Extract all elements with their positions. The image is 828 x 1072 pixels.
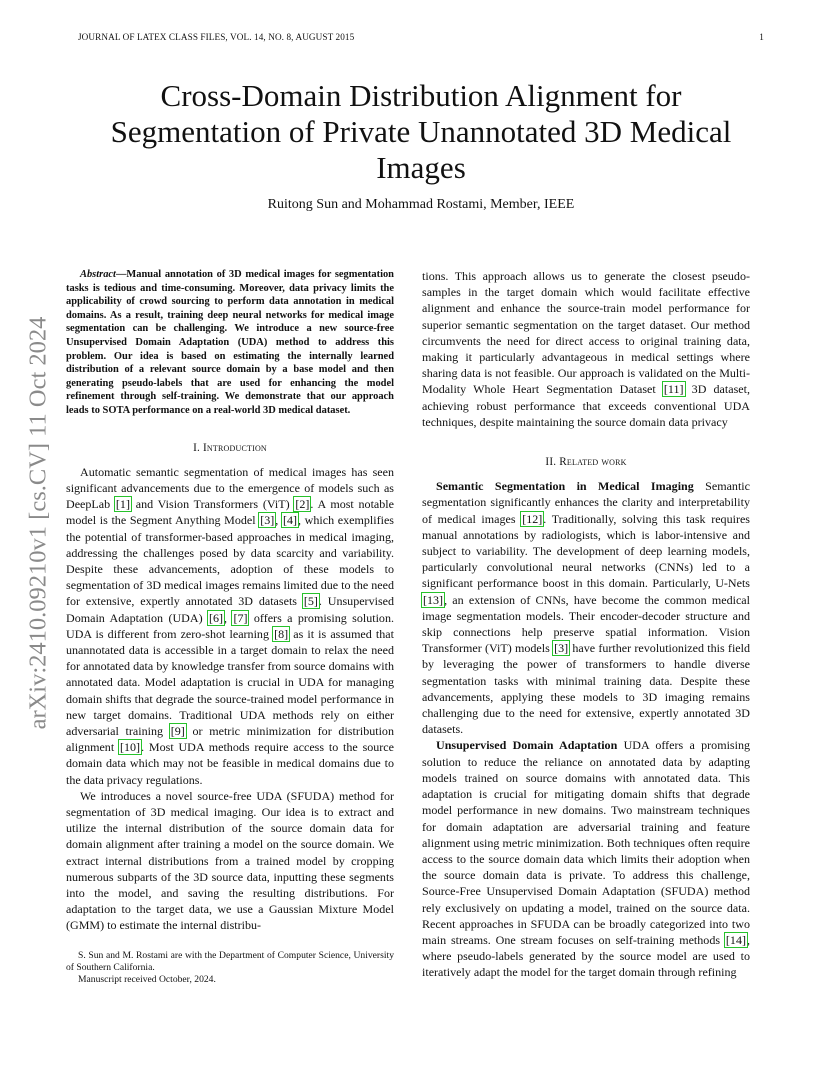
running-header [78,32,764,42]
citation-link[interactable]: [11] [663,382,684,397]
arxiv-identifier: arXiv:2410.09210v1 [cs.CV] 11 Oct 2024 [24,316,52,730]
left-column [66,268,394,986]
related-paragraph-segmentation: Semantic Segmentation in Medical Imaging Semantic segmentation significantly enhances the clarity and interpretability of medical images [12]. Traditionally, solving this task requires manual annotations by radiologists, which is labor-intensive and subject to variability. The development of deep learning models, particularly convolutional neural networks (CNNs) led to a significant performance boost in this domain. Particularly, U-Nets [13], an extension of CNNs, have become the common medical image segmentation models. Their encoder-decoder structure and skip connections help preserve spatial information. Vision Transformer (ViT) models [3] have further revolutionized this field by leveraging the power of transformers to handle diverse segmentation tasks with minimal training data. Despite these advancements, applying these models to 3D imaging remains challenging due to the need for extensive, expertly annotated 3D datasets. [422,479,751,737]
abstract-text: —Manual annotation of 3D medical images for segmentation tasks is tedious and time-consuming. Moreover, data privacy limits the applicability of crowd sourcing to perform data annotation in medical domains. As a result, training deep neural networks for medical image segmentation can be challenging. We introduce a new source-free Unsupervised Domain Adaptation (UDA) method to address this problem. Our idea is based on estimating the internally learned distribution of a relevant source domain by a base model and then generating pseudo-labels that are used for enhancing the model refinement through self-training. We demonstrate that our approach leads to SOTA performance on a real-world 3D medical dataset. [66,269,394,416]
citation-link[interactable]: [5] [303,594,318,609]
citation-link[interactable]: [13] [423,592,444,607]
citation-link[interactable]: [12] [522,511,543,526]
citation-link[interactable]: [4] [282,513,298,528]
citation-link[interactable]: [10] [120,740,141,755]
citation-link[interactable]: [1] [115,497,130,512]
arxiv-stamp [24,288,52,758]
citation-link[interactable]: [14] [725,932,746,947]
abstract-label: Abstract [80,269,116,280]
citation-link[interactable]: [8] [274,626,289,641]
paper-title: Cross-Domain Distribution Alignment for Segmentation of Private Unannotated 3D Medical Images [110,78,732,185]
author-line: Ruitong Sun and Mohammad Rostami, Member, IEEE [267,197,575,212]
citation-link[interactable]: [3] [554,641,569,656]
related-paragraph-uda: Unsupervised Domain Adaptation UDA offers a promising solution to reduce the reliance on annotated data by adapting models trained on source domains with annotated data. This adaptation is crucial for mitigating domain shifts that degrade model performance in new domains. Two mainstream techniques for domain adaptation are adversarial training and feature alignment using metric minimization. Both techniques often require access to the source domain data which limits their adoption when the source domain data is private. To address this challenge, Source-Free Unsupervised Domain Adaptation (SFUDA) method rely exclusively on updating a model, trained on the source data. Recent approaches in SFUDA can be broadly categorized into two main streams. One stream focuses on self-training methods [14], where pseudo-labels generated by the source model are used to iteratively adapt the model for the target domain through refining [422,738,750,980]
citation-link[interactable]: [6] [208,610,224,625]
abstract [66,268,394,418]
intro-paragraph-2-continued: tions. This approach allows us to generate the closest pseudo-samples in the target domain which would facilitate effective alignment and enhance the source-train model performance for superior semantic segmentation on the target dataset. Our method circumvents the need for direct access to original training data, making it particularly advantageous in medical settings where sharing data is not feasible. Our approach is validated on the Multi-Modality Whole Heart Segmentation Dataset [11] 3D dataset, achieving robust performance that exceeds conventional UDA techniques, despite maintaining the source domain data privacy [422,269,750,429]
citation-link[interactable]: [7] [233,610,248,625]
citation-link[interactable]: [2] [295,497,310,512]
footnote-received: Manuscript received October, 2024. [78,973,216,985]
intro-paragraph-1: Automatic semantic segmentation of medical images has seen significant advancements due to the emergence of models such as DeepLab [1] and Vision Transformers (ViT) [2]. A most notable model is the Segment Anything Model [3], [4], which exemplifies the potential of transformer-based approaches in medical imaging, addressing the challenges posed by data scarcity and variability. Despite these advancements, adoption of these models to segmentation of 3D medical images remains limited due to the need for extensive, expertly annotated 3D datasets [5]. Unsupervised Domain Adaptation (UDA) [6], [7] offers a promising solution. UDA is different from zero-shot learning [8] as it is assumed that unannotated data is accessible in a target domain to relax the need for annotated data by knowledge transfer from source domains with annotated data. Model adaptation is crucial in UDA for managing domain shifts that degrade the source-trained model performance in new target domains. Traditional UDA methods rely on either adversarial training [9] or metric minimization for distribution alignment [10]. Most UDA methods require access to the source domain data which may not be feasible in medical domains due to the data privacy regulations. [66,464,395,787]
right-column [422,268,750,981]
paragraph-lead: Unsupervised Domain Adaptation [436,738,618,753]
footnote-affiliation: S. Sun and M. Rostami are with the Department of Computer Science, University of Southern California. [66,949,394,973]
citation-link[interactable]: [3] [260,513,275,528]
citation-link[interactable]: [9] [170,723,185,738]
section-heading-related-work: II. Related work [545,456,627,469]
running-title: JOURNAL OF LATEX CLASS FILES, VOL. 14, NO. 8, AUGUST 2015 [78,32,355,42]
paragraph-lead: Semantic Segmentation in Medical Imaging [436,479,694,494]
page-number: 1 [759,32,764,42]
section-heading-introduction: I. Introduction [193,441,267,454]
intro-paragraph-2: We introduces a novel source-free UDA (SFUDA) method for segmentation of 3D medical imaging. Our idea is to extract and utilize the internal distribution of the source domain data for domain alignment after training a model on the source domain. We extract internal distributions from a trained model by cropping numerous subparts of the 3D source data, inputting these segments into the model, and saving the resulting distributions. For adaptation to the target data, we use a Gaussian Mixture Model (GMM) to estimate the internal distribu- [66,788,394,933]
footnotes [66,950,394,986]
